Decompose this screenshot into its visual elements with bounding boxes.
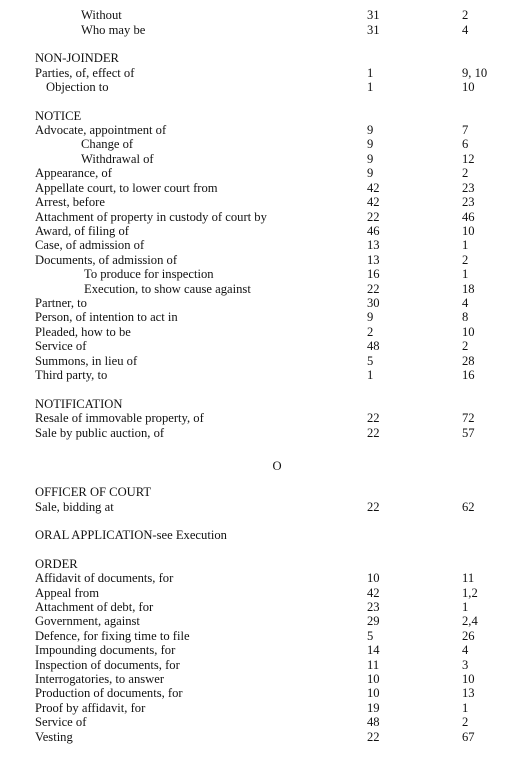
entry-rule-number: 2	[462, 166, 469, 180]
entry-rule-number: 16	[462, 368, 475, 382]
entry-order-number: 9	[367, 310, 374, 324]
entry-order-number: 14	[367, 643, 380, 657]
section-heading	[0, 528, 514, 543]
entry-rule-number: 1,2	[462, 586, 478, 600]
entry-rule-number: 10	[462, 224, 475, 238]
index-entry	[0, 614, 514, 629]
entry-rule-number: 62	[462, 500, 475, 514]
entry-order-number: 19	[367, 701, 380, 715]
index-entry	[0, 137, 514, 152]
entry-text: Parties, of, effect of	[35, 66, 135, 80]
entry-rule-number: 1	[462, 267, 469, 281]
entry-order-number: 10	[367, 686, 380, 700]
entry-rule-number: 4	[462, 643, 469, 657]
entry-order-number: 10	[367, 571, 380, 585]
section-heading-text: OFFICER OF COURT	[35, 485, 152, 499]
entry-text: Service of	[35, 715, 87, 729]
entry-order-number: 22	[367, 730, 380, 744]
entry-order-number: 22	[367, 411, 380, 425]
entry-text: Award, of filing of	[35, 224, 129, 238]
entry-order-number: 22	[367, 210, 380, 224]
entry-text: Impounding documents, for	[35, 643, 176, 657]
entry-text: Advocate, appointment of	[35, 123, 167, 137]
entry-order-number: 29	[367, 614, 380, 628]
entry-rule-number: 57	[462, 426, 475, 440]
entry-text: Change of	[81, 137, 134, 151]
index-entry	[0, 571, 514, 586]
entry-order-number: 13	[367, 253, 380, 267]
entry-text: Appearance, of	[35, 166, 112, 180]
entry-order-number: 48	[367, 715, 380, 729]
entry-text: Execution, to show cause against	[84, 282, 251, 296]
index-entry	[0, 296, 514, 311]
index-entry	[0, 8, 514, 23]
entry-text: Third party, to	[35, 368, 108, 382]
index-entry	[0, 339, 514, 354]
entry-text: Partner, to	[35, 296, 87, 310]
index-entry	[0, 282, 514, 297]
index-entry	[0, 23, 514, 38]
index-entry	[0, 253, 514, 268]
section-heading	[0, 557, 514, 572]
entry-rule-number: 18	[462, 282, 475, 296]
entry-rule-number: 46	[462, 210, 475, 224]
entry-rule-number: 1	[462, 238, 469, 252]
entry-text: Without	[81, 8, 122, 22]
index-entry	[0, 629, 514, 644]
entry-order-number: 31	[367, 8, 380, 22]
entry-text: Withdrawal of	[81, 152, 154, 166]
entry-text: Affidavit of documents, for	[35, 571, 174, 585]
entry-rule-number: 1	[462, 701, 469, 715]
index-entry	[0, 238, 514, 253]
entry-rule-number: 1	[462, 600, 469, 614]
entry-order-number: 10	[367, 672, 380, 686]
entry-rule-number: 4	[462, 23, 469, 37]
entry-order-number: 5	[367, 629, 374, 643]
entry-order-number: 9	[367, 123, 374, 137]
entry-text: Interrogatories, to answer	[35, 672, 165, 686]
entry-rule-number: 2,4	[462, 614, 478, 628]
index-entry	[0, 181, 514, 196]
index-entry	[0, 210, 514, 225]
entry-text: Appeal from	[35, 586, 99, 600]
entry-rule-number: 6	[462, 137, 469, 151]
entry-order-number: 1	[367, 368, 374, 382]
index-entry	[0, 80, 514, 95]
entry-text: Person, of intention to act in	[35, 310, 178, 324]
section-heading	[0, 485, 514, 500]
entry-rule-number: 23	[462, 195, 475, 209]
entry-text: Sale by public auction, of	[35, 426, 165, 440]
index-entry	[0, 701, 514, 716]
entry-text: Pleaded, how to be	[35, 325, 131, 339]
index-entry	[0, 152, 514, 167]
index-entry	[0, 166, 514, 181]
entry-order-number: 42	[367, 181, 380, 195]
entry-order-number: 48	[367, 339, 380, 353]
section-heading-text: ORAL APPLICATION-see Execution	[35, 528, 227, 542]
entry-order-number: 22	[367, 500, 380, 514]
entry-text: Documents, of admission of	[35, 253, 178, 267]
section-heading-text: NOTICE	[35, 109, 82, 123]
entry-order-number: 22	[367, 426, 380, 440]
index-entry	[0, 123, 514, 138]
index-entry	[0, 195, 514, 210]
entry-rule-number: 23	[462, 181, 475, 195]
entry-text: Sale, bidding at	[35, 500, 114, 514]
entry-rule-number: 2	[462, 339, 469, 353]
index-entry	[0, 658, 514, 673]
entry-text: Attachment of property in custody of court by	[35, 210, 267, 224]
entry-order-number: 42	[367, 195, 380, 209]
entry-rule-number: 67	[462, 730, 475, 744]
index-entry	[0, 368, 514, 383]
entry-order-number: 46	[367, 224, 380, 238]
entry-rule-number: 12	[462, 152, 475, 166]
section-heading-text: NON-JOINDER	[35, 51, 119, 65]
entry-order-number: 22	[367, 282, 380, 296]
index-entry	[0, 686, 514, 701]
entry-text: Inspection of documents, for	[35, 658, 180, 672]
entry-rule-number: 2	[462, 8, 469, 22]
entry-text: Defence, for fixing time to file	[35, 629, 190, 643]
entry-text: Service of	[35, 339, 87, 353]
entry-order-number: 42	[367, 586, 380, 600]
index-entry	[0, 325, 514, 340]
entry-text: To produce for inspection	[84, 267, 214, 281]
entry-rule-number: 10	[462, 325, 475, 339]
entry-order-number: 13	[367, 238, 380, 252]
entry-text: Attachment of debt, for	[35, 600, 154, 614]
index-entry	[0, 267, 514, 282]
entry-text: Objection to	[46, 80, 109, 94]
entry-rule-number: 2	[462, 253, 469, 267]
entry-text: Proof by affidavit, for	[35, 701, 146, 715]
entry-order-number: 9	[367, 152, 374, 166]
entry-rule-number: 3	[462, 658, 469, 672]
section-heading	[0, 51, 514, 66]
entry-text: Arrest, before	[35, 195, 105, 209]
entry-text: Who may be	[81, 23, 146, 37]
entry-order-number: 11	[367, 658, 380, 672]
index-entry	[0, 586, 514, 601]
entry-order-number: 2	[367, 325, 374, 339]
entry-rule-number: 72	[462, 411, 475, 425]
entry-rule-number: 13	[462, 686, 475, 700]
entry-rule-number: 11	[462, 571, 475, 585]
entry-rule-number: 8	[462, 310, 469, 324]
section-heading-text: NOTIFICATION	[35, 397, 123, 411]
index-entry	[0, 500, 514, 515]
entry-rule-number: 2	[462, 715, 469, 729]
entry-rule-number: 4	[462, 296, 469, 310]
index-entry	[0, 354, 514, 369]
entry-text: Case, of admission of	[35, 238, 145, 252]
entry-rule-number: 9, 10	[462, 66, 488, 80]
section-letter: O	[272, 459, 282, 473]
entry-rule-number: 28	[462, 354, 475, 368]
entry-order-number: 23	[367, 600, 380, 614]
entry-text: Resale of immovable property, of	[35, 411, 204, 425]
entry-rule-number: 10	[462, 672, 475, 686]
entry-order-number: 31	[367, 23, 380, 37]
entry-text: Vesting	[35, 730, 73, 744]
index-entry	[0, 66, 514, 81]
entry-rule-number: 26	[462, 629, 475, 643]
section-heading-text: ORDER	[35, 557, 78, 571]
index-entry	[0, 672, 514, 687]
index-entry	[0, 310, 514, 325]
entry-order-number: 5	[367, 354, 374, 368]
section-heading	[0, 109, 514, 124]
entry-order-number: 9	[367, 137, 374, 151]
index-entry	[0, 715, 514, 730]
entry-text: Appellate court, to lower court from	[35, 181, 218, 195]
index-entry	[0, 224, 514, 239]
index-entry	[0, 411, 514, 426]
entry-text: Government, against	[35, 614, 140, 628]
section-heading	[0, 397, 514, 412]
entry-order-number: 1	[367, 66, 374, 80]
index-entry	[0, 426, 514, 441]
entry-rule-number: 7	[462, 123, 469, 137]
index-entry	[0, 643, 514, 658]
entry-rule-number: 10	[462, 80, 475, 94]
entry-order-number: 9	[367, 166, 374, 180]
entry-order-number: 30	[367, 296, 380, 310]
index-entry	[0, 600, 514, 615]
entry-text: Production of documents, for	[35, 686, 183, 700]
entry-text: Summons, in lieu of	[35, 354, 138, 368]
entry-order-number: 1	[367, 80, 374, 94]
entry-order-number: 16	[367, 267, 380, 281]
index-entry	[0, 730, 514, 745]
